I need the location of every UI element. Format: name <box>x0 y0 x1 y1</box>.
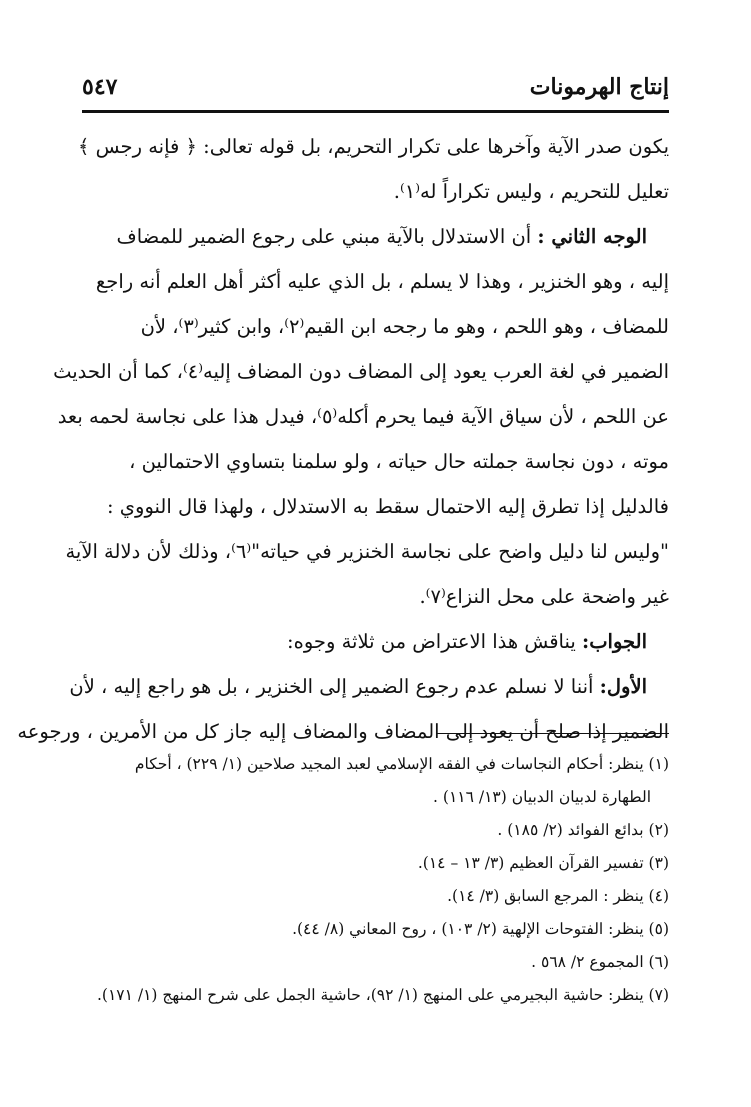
text-line: الضمير إذا صلح أن يعود إلى المضاف والمضاف إليه جاز كل من الأمرين ، ورجوعه <box>17 720 669 743</box>
footnote-4: (٤) ينظر : المرجع السابق (٣/ ١٤). <box>447 887 669 905</box>
second-aspect-line <box>82 214 669 259</box>
text-line: فالدليل إذا تطرق إليه الاحتمال سقط به الاستدلال ، ولهذا قال النووي : <box>107 495 669 518</box>
text-line: "وليس لنا دليل واضح على نجاسة الخنزير في حياته"⁽٦⁾، وذلك لأن دلالة الآية <box>65 540 669 563</box>
first-aspect-line <box>69 664 669 709</box>
text-line: موته ، دون نجاسة جملته حال حياته ، ولو سلمنا بتساوي الاحتمالين ، <box>129 450 669 473</box>
footnote-3: (٣) تفسير القرآن العظيم (٣/ ١٣ – ١٤). <box>417 854 669 872</box>
second-aspect-text: أن الاستدلال بالآية مبني على رجوع الضمير للمضاف <box>116 225 532 248</box>
text-line: إليه ، وهو الخنزير ، وهذا لا يسلم ، بل الذي عليه أكثر أهل العلم أنه راجع <box>95 270 669 293</box>
footnote-6: (٦) المجموع ٢/ ٥٦٨ . <box>531 953 669 971</box>
body-text <box>17 124 669 754</box>
answer-line <box>82 619 669 664</box>
page-number: ٥٤٧ <box>82 74 118 100</box>
footnotes <box>82 748 669 1012</box>
footnote-1: (١) ينظر: أحكام النجاسات في الفقه الإسلامي لعبد المجيد صلاحين (١/ ٢٢٩) ، أحكام <box>134 755 669 773</box>
second-aspect-label: الوجه الثاني : <box>537 225 647 248</box>
footnote-7: (٧) ينظر: حاشية البجيرمي على المنهج (١/ ٩٢)، حاشية الجمل على شرح المنهج (١/ ١٧١). <box>96 986 669 1004</box>
footnote-separator <box>437 733 669 734</box>
text-line: عن اللحم ، لأن سياق الآية فيما يحرم أكله⁽٥⁾، فيدل هذا على نجاسة لحمه بعد <box>57 405 669 428</box>
text-line: يكون صدر الآية وآخرها على تكرار التحريم، بل قوله تعالى: ﴿ فإنه رجس ﴾ <box>78 135 669 158</box>
running-title: إنتاج الهرمونات <box>529 74 669 100</box>
first-aspect-label: الأول: <box>599 675 647 698</box>
footnote-2: (٢) بدائع الفوائد (٢/ ١٨٥) . <box>497 821 669 839</box>
answer-text: يناقش هذا الاعتراض من ثلاثة وجوه: <box>287 630 576 653</box>
footnote-1-continued: الطهارة لدبيان الدبيان (١٣/ ١١٦) . <box>433 788 651 806</box>
footnote-5: (٥) ينظر: الفتوحات الإلهية (٢/ ١٠٣) ، روح المعاني (٨/ ٤٤). <box>292 920 669 938</box>
first-aspect-text: أننا لا نسلم عدم رجوع الضمير إلى الخنزير ، بل هو راجع إليه ، لأن <box>69 675 594 698</box>
header-rule <box>82 110 669 113</box>
text-line: غير واضحة على محل النزاع⁽٧⁾. <box>419 585 669 608</box>
text-line: للمضاف ، وهو اللحم ، وهو ما رجحه ابن القيم⁽٢⁾، وابن كثير⁽٣⁾، لأن <box>140 315 669 338</box>
text-line: الضمير في لغة العرب يعود إلى المضاف دون المضاف إليه⁽٤⁾، كما أن الحديث <box>53 360 669 383</box>
text-line: تعليل للتحريم ، وليس تكراراً له⁽١⁾. <box>393 180 669 203</box>
page-header <box>82 70 669 106</box>
answer-label: الجواب: <box>582 630 647 653</box>
